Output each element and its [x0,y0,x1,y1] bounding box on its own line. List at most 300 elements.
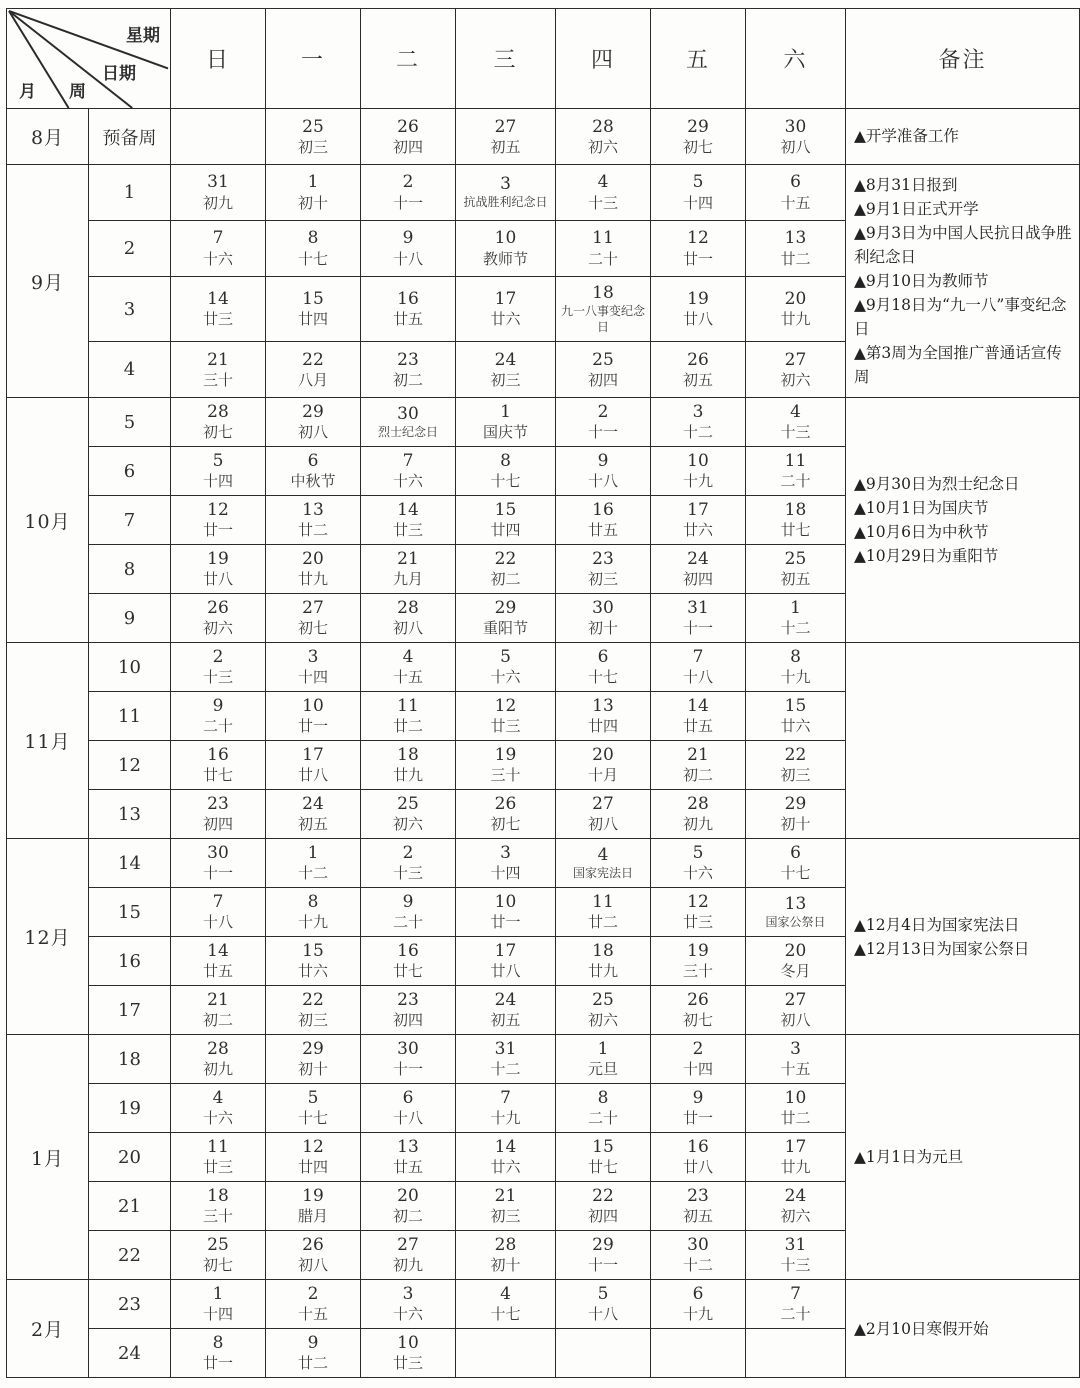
corner-date-label: 日期 [102,64,136,84]
week-number: 11 [89,692,171,741]
remark-line: ▲9月3日为中国人民抗日战争胜利纪念日 [854,224,1072,267]
day-cell [556,643,651,692]
week-number: 1 [89,165,171,221]
day-cell [746,1035,846,1084]
gregorian-date: 17 [302,745,324,766]
day-header-sun: 日 [171,9,266,109]
gregorian-date: 15 [494,500,517,521]
gregorian-date: 27 [494,116,517,137]
day-header-mon: 一 [266,9,361,109]
lunar-or-holiday: 十九 [490,1109,521,1128]
gregorian-date: 28 [397,598,419,619]
lunar-or-holiday: 十六 [392,1305,423,1324]
day-cell [556,986,651,1035]
lunar-or-holiday: 廿六 [297,962,328,981]
day-cell [651,220,746,276]
day-cell [651,986,746,1035]
week-number: 8 [89,545,171,594]
week-number: 16 [89,937,171,986]
lunar-or-holiday: 十九 [780,668,811,687]
gregorian-date: 22 [784,745,807,766]
week-row [7,398,1080,447]
lunar-or-holiday: 十二 [780,619,811,638]
gregorian-date: 15 [302,941,324,962]
lunar-or-holiday: 廿五 [682,717,713,736]
gregorian-date: 7 [692,647,704,668]
remark-line: ▲9月18日为“九一八”事变纪念日 [854,296,1067,339]
week-number: 2 [89,220,171,276]
lunar-or-holiday: 中秋节 [290,472,336,491]
lunar-or-holiday: 廿二 [780,1109,811,1128]
day-cell [361,1280,456,1329]
lunar-or-holiday: 初五 [490,137,521,156]
gregorian-date: 30 [687,1235,709,1256]
month-label: 10月 [7,398,89,643]
gregorian-date: 2 [692,1039,704,1060]
lunar-or-holiday: 十一 [587,1256,618,1275]
month-label: 12月 [7,839,89,1035]
lunar-or-holiday: 廿九 [392,766,423,785]
lunar-or-holiday: 廿九 [587,962,618,981]
gregorian-date: 4 [790,402,801,423]
remarks-cell [846,643,1080,839]
day-cell [651,165,746,221]
day-cell [266,790,361,839]
gregorian-date: 3 [692,402,704,423]
lunar-or-holiday: 初九 [202,193,233,212]
day-cell [456,1084,556,1133]
lunar-or-holiday: 十三 [780,1256,811,1275]
day-cell [556,741,651,790]
lunar-or-holiday: 三十 [202,1207,233,1226]
gregorian-date: 8 [790,647,801,668]
gregorian-date: 17 [494,289,517,309]
day-cell [171,342,266,398]
day-cell [746,1182,846,1231]
gregorian-date: 18 [784,500,807,521]
week-number: 3 [89,276,171,342]
day-cell [361,165,456,221]
lunar-or-holiday: 抗战胜利纪念日 [463,195,548,210]
day-cell [746,1084,846,1133]
gregorian-date: 29 [494,598,517,619]
day-cell [651,1280,746,1329]
day-cell [746,447,846,496]
remark-line: ▲12月4日为国家宪法日 [854,915,1020,934]
lunar-or-holiday: 初四 [682,570,713,589]
month-label: 2月 [7,1280,89,1378]
day-cell [456,342,556,398]
lunar-or-holiday: 十七 [297,1109,328,1128]
gregorian-date: 4 [212,1088,224,1109]
gregorian-date: 5 [692,172,704,193]
lunar-or-holiday: 十八 [587,1305,618,1324]
day-cell [456,594,556,643]
gregorian-date: 3 [500,174,511,195]
day-cell [171,276,266,342]
gregorian-date: 6 [790,843,801,864]
gregorian-date: 28 [687,794,709,815]
lunar-or-holiday: 廿六 [490,310,521,329]
gregorian-date: 27 [397,1235,419,1256]
remark-line: ▲9月10日为教师节 [854,272,989,291]
day-cell [266,986,361,1035]
lunar-or-holiday: 十六 [202,1109,233,1128]
lunar-or-holiday: 廿四 [587,717,618,736]
gregorian-date: 11 [397,696,419,717]
gregorian-date: 21 [687,745,709,766]
day-cell [556,790,651,839]
week-number: 13 [89,790,171,839]
lunar-or-holiday: 廿一 [202,521,233,540]
gregorian-date: 30 [784,116,807,137]
lunar-or-holiday: 十八 [682,668,713,687]
day-cell [171,986,266,1035]
week-number: 预备周 [89,109,171,165]
lunar-or-holiday: 初七 [490,815,521,834]
gregorian-date: 6 [790,172,801,193]
lunar-or-holiday: 二十 [780,472,811,491]
gregorian-date: 16 [397,941,419,962]
lunar-or-holiday: 廿二 [297,521,328,540]
day-cell [266,545,361,594]
day-cell [171,1182,266,1231]
day-header-sat: 六 [746,9,846,109]
day-cell [266,1280,361,1329]
lunar-or-holiday: 十三 [392,864,423,883]
lunar-or-holiday: 烈士纪念日 [377,424,438,439]
day-cell [456,1231,556,1280]
lunar-or-holiday: 十二 [682,423,713,442]
gregorian-date: 14 [207,289,229,309]
day-cell [456,888,556,937]
gregorian-date: 4 [597,172,609,193]
lunar-or-holiday: 廿三 [392,1354,423,1373]
week-number: 9 [89,594,171,643]
lunar-or-holiday: 十九 [297,913,328,932]
gregorian-date: 1 [307,843,319,864]
day-cell [556,276,651,342]
lunar-or-holiday: 初三 [587,570,618,589]
day-cell [456,109,556,165]
lunar-or-holiday: 十七 [490,472,521,491]
lunar-or-holiday: 八月 [297,370,328,389]
lunar-or-holiday: 廿五 [392,310,423,329]
lunar-or-holiday: 二十 [780,1305,811,1324]
gregorian-date: 11 [592,892,614,913]
lunar-or-holiday: 三十 [202,370,233,389]
lunar-or-holiday: 初二 [202,1011,233,1030]
lunar-or-holiday: 十八 [392,249,423,268]
day-cell [171,398,266,447]
lunar-or-holiday: 廿五 [392,1158,423,1177]
lunar-or-holiday: 十一 [392,193,423,212]
gregorian-date: 6 [402,1088,414,1109]
day-cell [651,545,746,594]
day-cell [266,1182,361,1231]
day-cell [651,447,746,496]
remark-line: ▲9月1日正式开学 [854,200,979,219]
day-cell [556,1182,651,1231]
week-number: 4 [89,342,171,398]
day-cell [456,1133,556,1182]
day-cell [746,937,846,986]
lunar-or-holiday: 廿八 [490,962,521,981]
lunar-or-holiday: 廿一 [202,1354,233,1373]
gregorian-date: 17 [784,1137,807,1158]
lunar-or-holiday: 廿七 [780,521,811,540]
week-row [7,643,1080,692]
gregorian-date: 2 [402,843,414,864]
gregorian-date: 10 [397,1333,419,1354]
remark-line: ▲1月1日为元旦 [854,1148,964,1167]
day-cell [266,276,361,342]
lunar-or-holiday: 二十 [587,1109,618,1128]
day-cell [746,342,846,398]
gregorian-date: 29 [784,794,807,815]
gregorian-date: 14 [494,1137,517,1158]
lunar-or-holiday: 十六 [682,864,713,883]
gregorian-date: 6 [597,647,609,668]
lunar-or-holiday: 初七 [682,137,713,156]
day-cell [456,643,556,692]
day-cell [651,1084,746,1133]
gregorian-date: 8 [500,451,511,472]
day-cell [361,342,456,398]
day-cell [556,888,651,937]
day-cell [556,398,651,447]
remark-line: ▲9月30日为烈士纪念日 [854,475,1020,494]
gregorian-date: 21 [494,1186,517,1207]
day-cell [556,496,651,545]
gregorian-date: 26 [397,116,419,137]
gregorian-date: 21 [207,349,229,370]
day-cell [361,1329,456,1378]
gregorian-date: 1 [790,598,801,619]
gregorian-date: 5 [307,1088,319,1109]
gregorian-date: 9 [692,1088,704,1109]
day-cell [266,839,361,888]
day-cell [456,1329,556,1378]
gregorian-date: 29 [687,116,709,137]
lunar-or-holiday: 初三 [780,766,811,785]
lunar-or-holiday: 初三 [490,370,521,389]
day-cell [266,937,361,986]
header-row [7,9,1080,109]
gregorian-date: 26 [302,1235,324,1256]
lunar-or-holiday: 初六 [780,1207,811,1226]
week-number: 12 [89,741,171,790]
gregorian-date: 28 [592,116,614,137]
lunar-or-holiday: 初三 [490,1207,521,1226]
gregorian-date: 15 [302,289,324,309]
lunar-or-holiday: 初八 [297,1256,328,1275]
lunar-or-holiday: 国家宪法日 [572,865,633,880]
day-cell [556,1133,651,1182]
gregorian-date: 20 [784,289,807,309]
month-label: 8月 [7,109,89,165]
remarks-cell [846,109,1080,165]
week-row [7,839,1080,888]
gregorian-date: 16 [592,500,614,521]
gregorian-date: 31 [207,172,229,193]
day-cell [266,1084,361,1133]
gregorian-date: 1 [307,172,319,193]
gregorian-date: 7 [500,1088,511,1109]
day-cell [171,545,266,594]
week-number: 6 [89,447,171,496]
gregorian-date: 27 [784,349,807,370]
gregorian-date: 25 [592,349,614,370]
week-number: 18 [89,1035,171,1084]
lunar-or-holiday: 初八 [587,815,618,834]
lunar-or-holiday: 十一 [392,1060,423,1079]
lunar-or-holiday: 十四 [682,1060,713,1079]
gregorian-date: 14 [207,941,229,962]
lunar-or-holiday: 重阳节 [482,619,528,638]
remarks-cell [846,165,1080,398]
lunar-or-holiday: 初四 [392,1011,423,1030]
lunar-or-holiday: 十五 [392,668,423,687]
lunar-or-holiday: 初八 [392,619,423,638]
day-cell [746,276,846,342]
gregorian-date: 18 [592,282,614,303]
lunar-or-holiday: 初三 [297,137,328,156]
day-cell [456,839,556,888]
day-cell [361,496,456,545]
day-cell [456,1182,556,1231]
gregorian-date: 28 [207,402,229,423]
day-cell [746,594,846,643]
gregorian-date: 3 [402,1284,414,1305]
gregorian-date: 16 [397,289,419,309]
day-cell [171,109,266,165]
lunar-or-holiday: 廿二 [392,717,423,736]
day-cell [266,220,361,276]
month-label: 1月 [7,1035,89,1280]
gregorian-date: 22 [302,349,324,370]
lunar-or-holiday: 十七 [490,1305,521,1324]
lunar-or-holiday: 十七 [587,668,618,687]
lunar-or-holiday: 廿九 [780,1158,811,1177]
gregorian-date: 22 [592,1186,614,1207]
lunar-or-holiday: 初八 [780,1011,811,1030]
gregorian-date: 15 [592,1137,614,1158]
day-cell [556,1231,651,1280]
day-cell [361,220,456,276]
day-cell [361,790,456,839]
gregorian-date: 30 [397,1039,419,1060]
day-cell [266,1133,361,1182]
day-cell [266,447,361,496]
day-cell [746,741,846,790]
day-cell [266,496,361,545]
day-cell [456,545,556,594]
lunar-or-holiday: 廿三 [490,717,521,736]
gregorian-date: 21 [397,549,419,570]
week-number: 10 [89,643,171,692]
week-number: 24 [89,1329,171,1378]
day-cell [171,1280,266,1329]
gregorian-date: 5 [212,451,224,472]
lunar-or-holiday: 初十 [780,815,811,834]
day-cell [556,1280,651,1329]
gregorian-date: 30 [207,843,229,864]
gregorian-date: 5 [500,647,511,668]
lunar-or-holiday: 廿五 [587,521,618,540]
lunar-or-holiday: 九月 [392,570,423,589]
lunar-or-holiday: 二十 [587,249,618,268]
day-cell [361,1035,456,1084]
gregorian-date: 28 [207,1039,229,1060]
gregorian-date: 7 [790,1284,801,1305]
gregorian-date: 19 [302,1186,324,1207]
gregorian-date: 29 [592,1235,614,1256]
gregorian-date: 8 [212,1333,224,1354]
gregorian-date: 10 [302,696,324,717]
gregorian-date: 11 [592,228,614,249]
lunar-or-holiday: 廿一 [682,249,713,268]
lunar-or-holiday: 十九 [682,1305,713,1324]
day-cell [746,839,846,888]
day-cell [746,545,846,594]
day-cell [171,790,266,839]
lunar-or-holiday: 初七 [202,1256,233,1275]
gregorian-date: 17 [687,500,709,521]
day-cell [556,220,651,276]
gregorian-date: 9 [307,1333,319,1354]
lunar-or-holiday: 十六 [490,668,521,687]
week-number: 17 [89,986,171,1035]
day-cell [556,545,651,594]
day-cell [651,1231,746,1280]
week-row [7,1280,1080,1329]
lunar-or-holiday: 初十 [297,1060,328,1079]
week-number: 5 [89,398,171,447]
remark-line: ▲10月1日为国庆节 [854,499,989,518]
gregorian-date: 20 [784,941,807,962]
lunar-or-holiday: 廿七 [587,1158,618,1177]
day-cell [746,109,846,165]
lunar-or-holiday: 初八 [780,137,811,156]
lunar-or-holiday: 初八 [297,423,328,442]
day-cell [456,496,556,545]
day-cell [651,643,746,692]
day-cell [361,447,456,496]
gregorian-date: 13 [302,500,324,521]
day-cell [746,643,846,692]
day-cell [266,741,361,790]
day-cell [746,220,846,276]
day-cell [171,220,266,276]
gregorian-date: 24 [494,349,517,370]
lunar-or-holiday: 初十 [297,193,328,212]
gregorian-date: 26 [687,349,709,370]
day-header-wed: 三 [456,9,556,109]
lunar-or-holiday: 初四 [392,137,423,156]
gregorian-date: 2 [402,172,414,193]
lunar-or-holiday: 廿七 [392,962,423,981]
month-label: 11月 [7,643,89,839]
gregorian-date: 31 [494,1039,517,1060]
month-label: 9月 [7,165,89,398]
day-cell [361,276,456,342]
gregorian-date: 23 [397,990,419,1011]
gregorian-date: 16 [687,1137,709,1158]
day-cell [651,496,746,545]
day-cell [361,692,456,741]
day-cell [361,986,456,1035]
